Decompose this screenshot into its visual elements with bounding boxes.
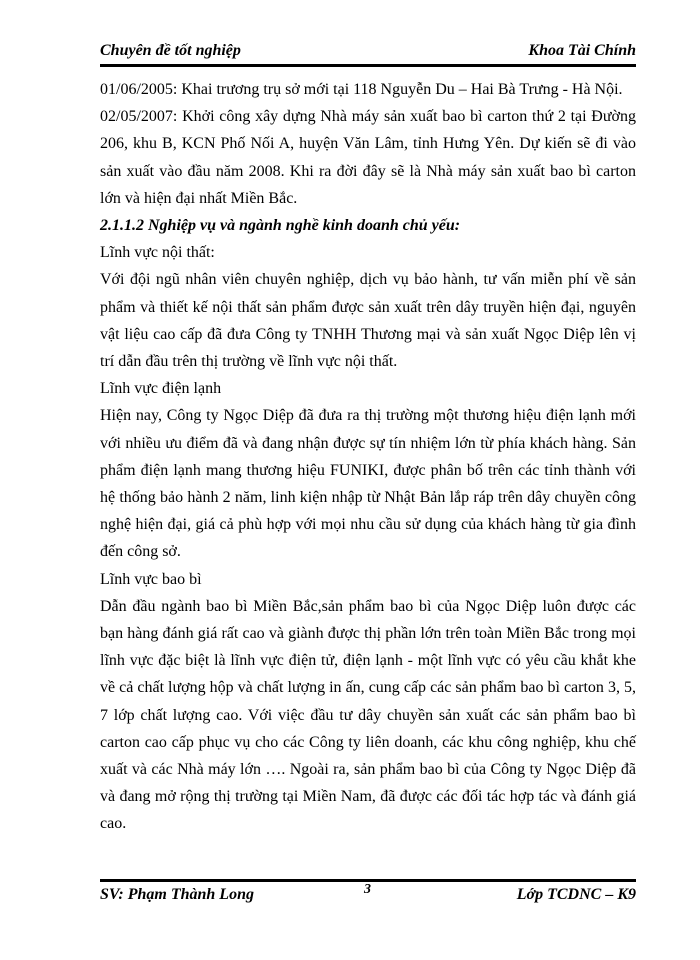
page-footer xyxy=(100,882,636,908)
header-topic: Chuyên đề tốt nghiệp xyxy=(100,42,241,59)
paragraph-furniture: Với đội ngũ nhân viên chuyên nghiệp, dịch vụ bảo hành, tư vấn miễn phí về sản phẩm và thiết kế nội thất sản phẩm được sản xuất trên dây truyền hiện đại, nguyên vật liệu cao cấp đã đưa Công ty TNHH Thương mại và sản xuất Ngọc Diệp lên vị trí dẫn đầu trên thị trường về lĩnh vực nội thất. xyxy=(100,271,636,371)
page-number: 3 xyxy=(364,882,371,897)
paragraph-2005: 01/06/2005: Khai trương trụ sở mới tại 118 Nguyễn Du – Hai Bà Trưng - Hà Nội. xyxy=(100,81,623,98)
label-refrigeration: Lĩnh vực điện lạnh xyxy=(100,380,222,398)
header-divider xyxy=(100,64,636,67)
paragraph-packaging: Dẫn đầu ngành bao bì Miền Bắc,sản phẩm bao bì của Ngọc Diệp luôn được các bạn hàng đánh giá rất cao và giành được thị phần lớn trên toàn Miền Bắc trong mọi lĩnh vực đặc biệt là lĩnh vực điện tử, điện lạnh - một lĩnh vực có yêu cầu khắt khe về cả chất lượng hộp và chất lượng in ấn, cung cấp các sản phẩm bao bì carton 3, 5, 7 lớp chất lượng cao. Với việc đầu tư dây chuyền sản xuất các sản phẩm bao bì carton cao cấp phục vụ cho các Công ty liên doanh, các khu công nghiệp, khu chế xuất và các Nhà máy lớn …. Ngoài ra, sản phẩm bao bì của Công ty Ngọc Diệp đã và đang mở rộng thị trường tại Miền Nam, đã được các đối tác hợp tác và đánh giá cao. xyxy=(100,597,636,833)
document-body xyxy=(100,76,636,838)
page-header xyxy=(100,40,636,62)
header-faculty: Khoa Tài Chính xyxy=(528,42,636,59)
label-packaging: Lĩnh vực bao bì xyxy=(100,570,202,588)
label-furniture: Lĩnh vực nội thất: xyxy=(100,244,215,262)
footer-student: SV: Phạm Thành Long xyxy=(100,886,254,903)
paragraph-2007: 02/05/2007: Khởi công xây dựng Nhà máy sản xuất bao bì carton thứ 2 tại Đường 206, khu B, KCN Phố Nối A, huyện Văn Lâm, tỉnh Hưng Yên. Dự kiến sẽ đi vào sản xuất vào đầu năm 2008. Khi ra đời đây sẽ là Nhà máy sản xuất bao bì carton lớn và hiện đại nhất Miền Bắc. xyxy=(100,108,636,207)
paragraph-refrigeration: Hiện nay, Công ty Ngọc Diệp đã đưa ra thị trường một thương hiệu điện lạnh mới với nhiều ưu điểm đã và đang nhận được sự tín nhiệm lớn từ phía khách hàng. Sản phẩm điện lạnh mang thương hiệu FUNIKI, được phân bố trên các tỉnh thành với hệ thống bảo hành 2 năm, linh kiện nhập từ Nhật Bản lắp ráp trên dây chuyền công nghệ hiện đại, giá cả phù hợp với mọi nhu cầu sử dụng của khách hàng từ gia đình đến công sở. xyxy=(100,407,636,561)
section-heading: 2.1.1.2 Nghiệp vụ và ngành nghề kinh doanh chủ yếu: xyxy=(100,217,461,235)
footer-class: Lớp TCDNC – K9 xyxy=(516,886,636,903)
